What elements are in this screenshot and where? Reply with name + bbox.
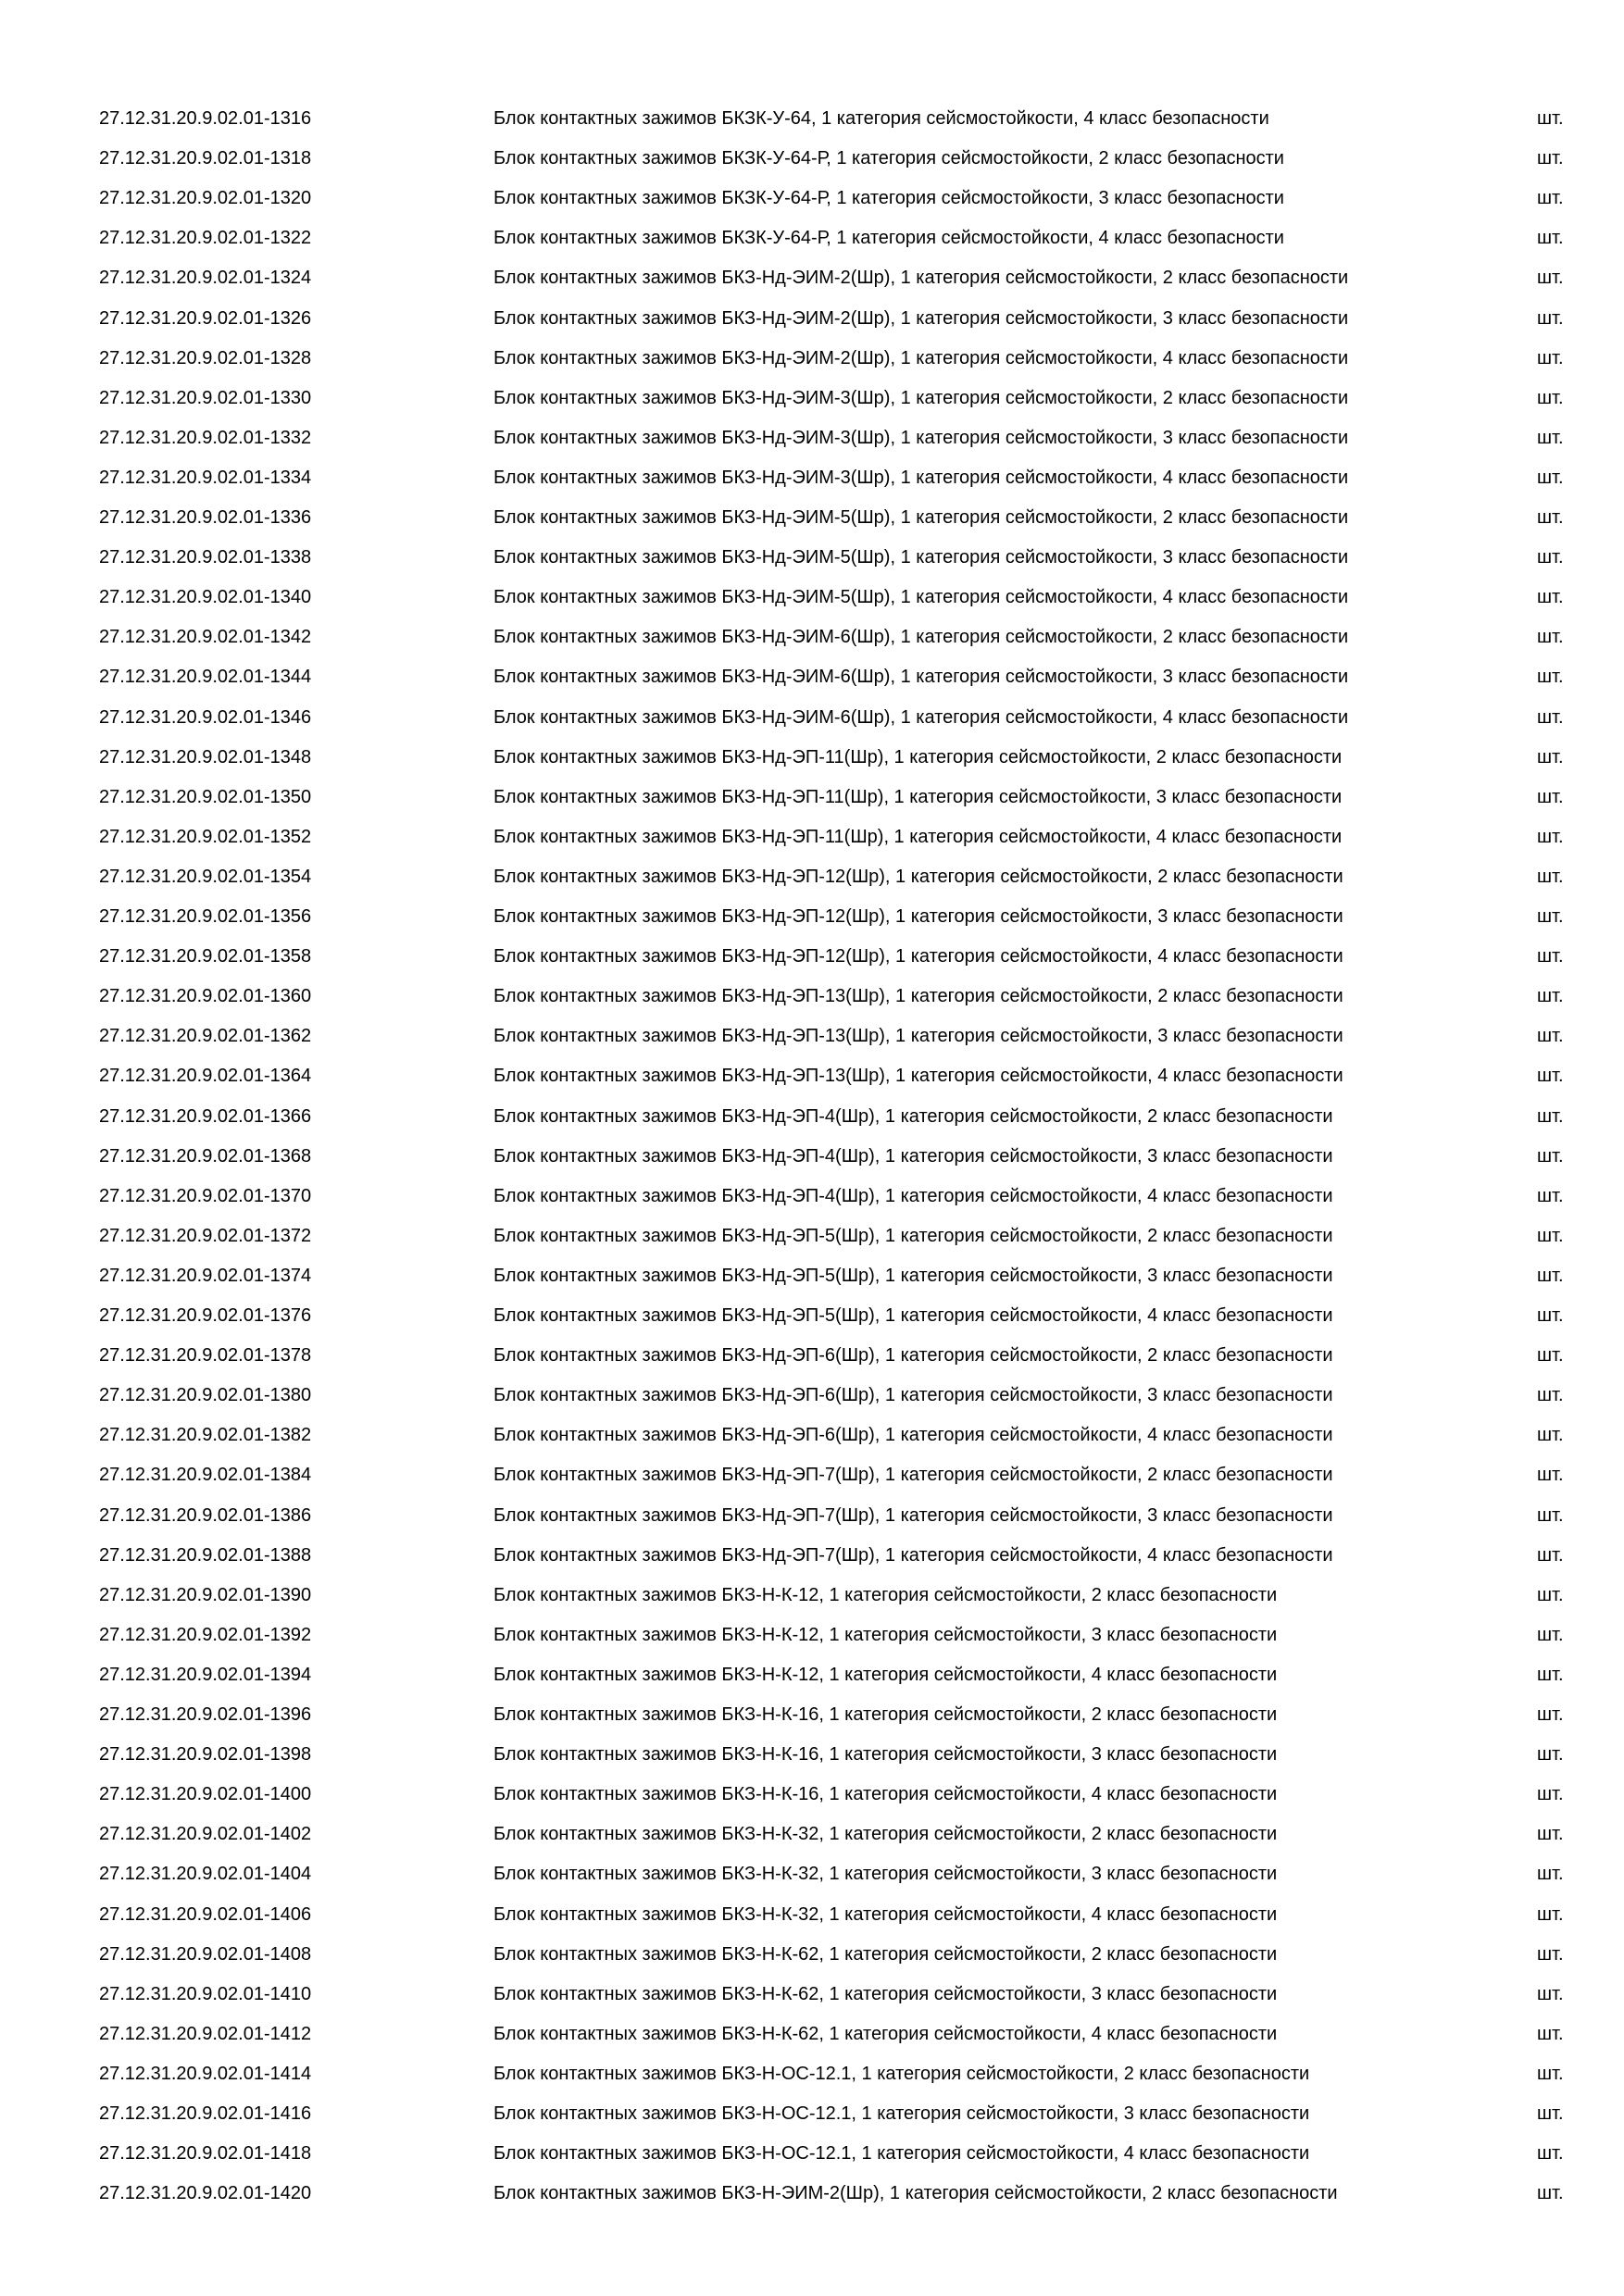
row-code: 27.12.31.20.9.02.01-1318	[99, 148, 312, 168]
row-unit: шт.	[1537, 1704, 1564, 1725]
row-code: 27.12.31.20.9.02.01-1398	[99, 1744, 312, 1765]
row-description: Блок контактных зажимов БКЗ-Нд-ЭИМ-2(Шр), 1 категория сейсмостойкости, 3 класс безопасности	[493, 308, 1349, 329]
row-unit: шт.	[1537, 2024, 1564, 2044]
row-unit: шт.	[1537, 1345, 1564, 1366]
row-description: Блок контактных зажимов БКЗ-Нд-ЭП-7(Шр), 1 категория сейсмостойкости, 2 класс безопасности	[493, 1465, 1333, 1485]
row-unit: шт.	[1537, 827, 1564, 847]
row-code: 27.12.31.20.9.02.01-1362	[99, 1026, 312, 1046]
row-unit: шт.	[1537, 1824, 1564, 1844]
row-description: Блок контактных зажимов БКЗ-Нд-ЭИМ-3(Шр), 1 категория сейсмостойкости, 3 класс безопасности	[493, 428, 1349, 448]
row-code: 27.12.31.20.9.02.01-1342	[99, 627, 312, 647]
table-row	[0, 618, 1624, 657]
row-description: Блок контактных зажимов БКЗ-Нд-ЭП-5(Шр), 1 категория сейсмостойкости, 3 класс безопасности	[493, 1266, 1333, 1286]
row-code: 27.12.31.20.9.02.01-1370	[99, 1186, 312, 1206]
table-row	[0, 218, 1624, 258]
row-description: Блок контактных зажимов БКЗ-Нд-ЭП-12(Шр), 1 категория сейсмостойкости, 4 класс безопасности	[493, 946, 1343, 967]
row-unit: шт.	[1537, 507, 1564, 528]
row-code: 27.12.31.20.9.02.01-1348	[99, 747, 312, 767]
row-description: Блок контактных зажимов БКЗ-Н-К-12, 1 категория сейсмостойкости, 2 класс безопасности	[493, 1585, 1278, 1605]
row-description: Блок контактных зажимов БКЗ-Н-К-32, 1 категория сейсмостойкости, 3 класс безопасности	[493, 1864, 1278, 1884]
row-code: 27.12.31.20.9.02.01-1418	[99, 2143, 312, 2164]
table-row	[0, 1536, 1624, 1576]
row-description: Блок контактных зажимов БКЗ-Н-К-32, 1 категория сейсмостойкости, 4 класс безопасности	[493, 1904, 1278, 1925]
row-description: Блок контактных зажимов БКЗ-Нд-ЭП-6(Шр), 1 категория сейсмостойкости, 2 класс безопасности	[493, 1345, 1333, 1366]
row-code: 27.12.31.20.9.02.01-1376	[99, 1305, 312, 1326]
row-code: 27.12.31.20.9.02.01-1420	[99, 2183, 312, 2203]
row-unit: шт.	[1537, 1186, 1564, 1206]
row-unit: шт.	[1537, 1425, 1564, 1445]
row-description: Блок контактных зажимов БКЗ-Нд-ЭИМ-2(Шр), 1 категория сейсмостойкости, 2 класс безопасности	[493, 268, 1349, 288]
table-row	[0, 1815, 1624, 1854]
table-row	[0, 139, 1624, 179]
row-code: 27.12.31.20.9.02.01-1328	[99, 348, 312, 368]
row-code: 27.12.31.20.9.02.01-1404	[99, 1864, 312, 1884]
row-code: 27.12.31.20.9.02.01-1330	[99, 388, 312, 408]
row-code: 27.12.31.20.9.02.01-1344	[99, 667, 312, 687]
row-description: Блок контактных зажимов БКЗК-У-64, 1 категория сейсмостойкости, 4 класс безопасности	[493, 108, 1269, 129]
table-row	[0, 2174, 1624, 2214]
row-code: 27.12.31.20.9.02.01-1378	[99, 1345, 312, 1366]
row-unit: шт.	[1537, 1505, 1564, 1526]
table-row	[0, 778, 1624, 817]
row-description: Блок контактных зажимов БКЗ-Нд-ЭИМ-3(Шр), 1 категория сейсмостойкости, 4 класс безопасности	[493, 468, 1349, 488]
row-code: 27.12.31.20.9.02.01-1382	[99, 1425, 312, 1445]
row-code: 27.12.31.20.9.02.01-1360	[99, 986, 312, 1006]
table-row	[0, 1296, 1624, 1336]
row-description: Блок контактных зажимов БКЗ-Н-К-12, 1 категория сейсмостойкости, 4 класс безопасности	[493, 1665, 1278, 1685]
row-description: Блок контактных зажимов БКЗ-Нд-ЭП-11(Шр), 1 категория сейсмостойкости, 4 класс безопасности	[493, 827, 1343, 847]
row-unit: шт.	[1537, 2143, 1564, 2164]
row-code: 27.12.31.20.9.02.01-1380	[99, 1385, 312, 1405]
row-code: 27.12.31.20.9.02.01-1356	[99, 906, 312, 927]
row-unit: шт.	[1537, 348, 1564, 368]
row-unit: шт.	[1537, 986, 1564, 1006]
row-description: Блок контактных зажимов БКЗ-Нд-ЭП-6(Шр), 1 категория сейсмостойкости, 3 класс безопасности	[493, 1385, 1333, 1405]
row-description: Блок контактных зажимов БКЗ-Нд-ЭИМ-3(Шр), 1 категория сейсмостойкости, 2 класс безопасности	[493, 388, 1349, 408]
row-code: 27.12.31.20.9.02.01-1390	[99, 1585, 312, 1605]
row-unit: шт.	[1537, 388, 1564, 408]
table-row	[0, 179, 1624, 218]
table-row	[0, 578, 1624, 618]
row-code: 27.12.31.20.9.02.01-1316	[99, 108, 312, 129]
row-description: Блок контактных зажимов БКЗ-Н-К-12, 1 категория сейсмостойкости, 3 класс безопасности	[493, 1625, 1278, 1645]
row-unit: шт.	[1537, 308, 1564, 329]
row-description: Блок контактных зажимов БКЗ-Нд-ЭП-7(Шр), 1 категория сейсмостойкости, 4 класс безопасности	[493, 1545, 1333, 1566]
row-description: Блок контактных зажимов БКЗ-Нд-ЭП-12(Шр), 1 категория сейсмостойкости, 2 класс безопасности	[493, 867, 1343, 887]
row-code: 27.12.31.20.9.02.01-1400	[99, 1784, 312, 1804]
table-row	[0, 379, 1624, 418]
row-code: 27.12.31.20.9.02.01-1350	[99, 787, 312, 807]
row-unit: шт.	[1537, 188, 1564, 208]
row-code: 27.12.31.20.9.02.01-1324	[99, 268, 312, 288]
row-description: Блок контактных зажимов БКЗ-Нд-ЭП-6(Шр), 1 категория сейсмостойкости, 4 класс безопасности	[493, 1425, 1333, 1445]
table-row	[0, 1056, 1624, 1096]
table-row	[0, 299, 1624, 339]
table-row	[0, 1376, 1624, 1416]
row-unit: шт.	[1537, 707, 1564, 728]
row-unit: шт.	[1537, 787, 1564, 807]
table-row	[0, 698, 1624, 738]
table-row	[0, 258, 1624, 298]
table-row	[0, 817, 1624, 857]
row-unit: шт.	[1537, 1465, 1564, 1485]
row-unit: шт.	[1537, 1784, 1564, 1804]
table-row	[0, 1576, 1624, 1616]
row-description: Блок контактных зажимов БКЗ-Нд-ЭИМ-5(Шр), 1 категория сейсмостойкости, 4 класс безопасности	[493, 587, 1349, 607]
row-description: Блок контактных зажимов БКЗ-Нд-ЭП-4(Шр), 1 категория сейсмостойкости, 2 класс безопасности	[493, 1106, 1333, 1127]
table-row	[0, 1017, 1624, 1056]
row-code: 27.12.31.20.9.02.01-1392	[99, 1625, 312, 1645]
table-row	[0, 1336, 1624, 1376]
row-description: Блок контактных зажимов БКЗ-Нд-ЭП-13(Шр), 1 категория сейсмостойкости, 2 класс безопасности	[493, 986, 1343, 1006]
table-row	[0, 538, 1624, 578]
row-description: Блок контактных зажимов БКЗ-Н-К-32, 1 категория сейсмостойкости, 2 класс безопасности	[493, 1824, 1278, 1844]
row-code: 27.12.31.20.9.02.01-1402	[99, 1824, 312, 1844]
table-row	[0, 738, 1624, 778]
table-row	[0, 1895, 1624, 1935]
row-code: 27.12.31.20.9.02.01-1364	[99, 1066, 312, 1086]
row-code: 27.12.31.20.9.02.01-1358	[99, 946, 312, 967]
table-row	[0, 1655, 1624, 1695]
row-description: Блок контактных зажимов БКЗ-Н-К-62, 1 категория сейсмостойкости, 4 класс безопасности	[493, 2024, 1278, 2044]
row-code: 27.12.31.20.9.02.01-1408	[99, 1944, 312, 1965]
row-unit: шт.	[1537, 1744, 1564, 1765]
row-description: Блок контактных зажимов БКЗ-Нд-ЭП-7(Шр), 1 категория сейсмостойкости, 3 класс безопасности	[493, 1505, 1333, 1526]
row-description: Блок контактных зажимов БКЗ-Н-К-16, 1 категория сейсмостойкости, 3 класс безопасности	[493, 1744, 1278, 1765]
row-code: 27.12.31.20.9.02.01-1334	[99, 468, 312, 488]
table-row	[0, 657, 1624, 697]
row-unit: шт.	[1537, 1984, 1564, 2004]
row-unit: шт.	[1537, 1266, 1564, 1286]
row-unit: шт.	[1537, 148, 1564, 168]
row-unit: шт.	[1537, 1026, 1564, 1046]
row-unit: шт.	[1537, 268, 1564, 288]
row-code: 27.12.31.20.9.02.01-1410	[99, 1984, 312, 2004]
table-row	[0, 1217, 1624, 1256]
row-unit: шт.	[1537, 1545, 1564, 1566]
table-row	[0, 857, 1624, 897]
row-code: 27.12.31.20.9.02.01-1384	[99, 1465, 312, 1485]
row-code: 27.12.31.20.9.02.01-1394	[99, 1665, 312, 1685]
row-unit: шт.	[1537, 747, 1564, 767]
row-description: Блок контактных зажимов БКЗ-Нд-ЭИМ-6(Шр), 1 категория сейсмостойкости, 3 класс безопасности	[493, 667, 1349, 687]
row-unit: шт.	[1537, 867, 1564, 887]
row-description: Блок контактных зажимов БКЗ-Нд-ЭП-11(Шр), 1 категория сейсмостойкости, 3 класс безопасности	[493, 787, 1343, 807]
row-unit: шт.	[1537, 1585, 1564, 1605]
row-code: 27.12.31.20.9.02.01-1386	[99, 1505, 312, 1526]
table-row	[0, 1416, 1624, 1455]
table-row	[0, 1097, 1624, 1137]
row-code: 27.12.31.20.9.02.01-1340	[99, 587, 312, 607]
row-description: Блок контактных зажимов БКЗ-Н-ОС-12.1, 1 категория сейсмостойкости, 3 класс безопасности	[493, 2103, 1310, 2124]
row-description: Блок контактных зажимов БКЗ-Нд-ЭИМ-2(Шр), 1 категория сейсмостойкости, 4 класс безопасности	[493, 348, 1349, 368]
row-description: Блок контактных зажимов БКЗ-Нд-ЭП-4(Шр), 1 категория сейсмостойкости, 4 класс безопасности	[493, 1186, 1333, 1206]
row-unit: шт.	[1537, 2103, 1564, 2124]
row-unit: шт.	[1537, 228, 1564, 248]
row-unit: шт.	[1537, 627, 1564, 647]
row-code: 27.12.31.20.9.02.01-1346	[99, 707, 312, 728]
row-unit: шт.	[1537, 1385, 1564, 1405]
row-code: 27.12.31.20.9.02.01-1368	[99, 1146, 312, 1167]
row-code: 27.12.31.20.9.02.01-1322	[99, 228, 312, 248]
row-description: Блок контактных зажимов БКЗ-Нд-ЭП-5(Шр), 1 категория сейсмостойкости, 4 класс безопасности	[493, 1305, 1333, 1326]
table-row	[0, 937, 1624, 977]
row-description: Блок контактных зажимов БКЗ-Н-К-62, 1 категория сейсмостойкости, 2 класс безопасности	[493, 1944, 1278, 1965]
row-code: 27.12.31.20.9.02.01-1326	[99, 308, 312, 329]
row-unit: шт.	[1537, 1146, 1564, 1167]
table-row	[0, 498, 1624, 538]
table-row	[0, 458, 1624, 498]
table-row	[0, 1854, 1624, 1894]
row-description: Блок контактных зажимов БКЗ-Нд-ЭП-13(Шр), 1 категория сейсмостойкости, 3 класс безопасности	[493, 1026, 1343, 1046]
row-unit: шт.	[1537, 1066, 1564, 1086]
row-description: Блок контактных зажимов БКЗК-У-64-Р, 1 категория сейсмостойкости, 3 класс безопасности	[493, 188, 1284, 208]
row-code: 27.12.31.20.9.02.01-1412	[99, 2024, 312, 2044]
table-row	[0, 1775, 1624, 1815]
row-code: 27.12.31.20.9.02.01-1332	[99, 428, 312, 448]
row-unit: шт.	[1537, 587, 1564, 607]
row-description: Блок контактных зажимов БКЗ-Н-ОС-12.1, 1 категория сейсмостойкости, 2 класс безопасности	[493, 2064, 1310, 2084]
table-row	[0, 1735, 1624, 1775]
row-description: Блок контактных зажимов БКЗ-Нд-ЭП-13(Шр), 1 категория сейсмостойкости, 4 класс безопасности	[493, 1066, 1343, 1086]
row-unit: шт.	[1537, 946, 1564, 967]
table-row	[0, 99, 1624, 139]
row-description: Блок контактных зажимов БКЗ-Нд-ЭП-5(Шр), 1 категория сейсмостойкости, 2 класс безопасности	[493, 1226, 1333, 1246]
row-code: 27.12.31.20.9.02.01-1354	[99, 867, 312, 887]
row-description: Блок контактных зажимов БКЗ-Нд-ЭП-12(Шр), 1 категория сейсмостойкости, 3 класс безопасности	[493, 906, 1343, 927]
row-code: 27.12.31.20.9.02.01-1416	[99, 2103, 312, 2124]
row-code: 27.12.31.20.9.02.01-1388	[99, 1545, 312, 1566]
table-row	[0, 2015, 1624, 2054]
row-code: 27.12.31.20.9.02.01-1320	[99, 188, 312, 208]
row-description: Блок контактных зажимов БКЗ-Н-ЭИМ-2(Шр), 1 категория сейсмостойкости, 2 класс безопасности	[493, 2183, 1338, 2203]
table-row	[0, 2054, 1624, 2094]
row-unit: шт.	[1537, 1625, 1564, 1645]
row-code: 27.12.31.20.9.02.01-1396	[99, 1704, 312, 1725]
row-unit: шт.	[1537, 547, 1564, 568]
row-unit: шт.	[1537, 1665, 1564, 1685]
row-unit: шт.	[1537, 1106, 1564, 1127]
table-row	[0, 1695, 1624, 1735]
row-code: 27.12.31.20.9.02.01-1352	[99, 827, 312, 847]
table-row	[0, 1496, 1624, 1536]
row-code: 27.12.31.20.9.02.01-1406	[99, 1904, 312, 1925]
table-row	[0, 339, 1624, 379]
row-unit: шт.	[1537, 1864, 1564, 1884]
row-unit: шт.	[1537, 667, 1564, 687]
row-description: Блок контактных зажимов БКЗ-Нд-ЭИМ-5(Шр), 1 категория сейсмостойкости, 2 класс безопасности	[493, 507, 1349, 528]
table-row	[0, 1256, 1624, 1296]
row-description: Блок контактных зажимов БКЗ-Н-К-16, 1 категория сейсмостойкости, 4 класс безопасности	[493, 1784, 1278, 1804]
row-unit: шт.	[1537, 2183, 1564, 2203]
row-unit: шт.	[1537, 2064, 1564, 2084]
row-unit: шт.	[1537, 906, 1564, 927]
row-unit: шт.	[1537, 1226, 1564, 1246]
row-code: 27.12.31.20.9.02.01-1372	[99, 1226, 312, 1246]
table-row	[0, 418, 1624, 458]
table-row	[0, 977, 1624, 1017]
table-row	[0, 897, 1624, 937]
row-code: 27.12.31.20.9.02.01-1414	[99, 2064, 312, 2084]
row-code: 27.12.31.20.9.02.01-1336	[99, 507, 312, 528]
table-row	[0, 1177, 1624, 1217]
row-description: Блок контактных зажимов БКЗ-Нд-ЭИМ-6(Шр), 1 категория сейсмостойкости, 2 класс безопасности	[493, 627, 1349, 647]
table-row	[0, 1935, 1624, 1975]
row-code: 27.12.31.20.9.02.01-1366	[99, 1106, 312, 1127]
table-row	[0, 1616, 1624, 1655]
row-unit: шт.	[1537, 1944, 1564, 1965]
row-code: 27.12.31.20.9.02.01-1338	[99, 547, 312, 568]
row-unit: шт.	[1537, 1305, 1564, 1326]
row-description: Блок контактных зажимов БКЗ-Н-К-16, 1 категория сейсмостойкости, 2 класс безопасности	[493, 1704, 1278, 1725]
row-description: Блок контактных зажимов БКЗК-У-64-Р, 1 категория сейсмостойкости, 2 класс безопасности	[493, 148, 1284, 168]
row-unit: шт.	[1537, 1904, 1564, 1925]
row-description: Блок контактных зажимов БКЗ-Нд-ЭИМ-5(Шр), 1 категория сейсмостойкости, 3 класс безопасности	[493, 547, 1349, 568]
table-row	[0, 1137, 1624, 1177]
row-description: Блок контактных зажимов БКЗК-У-64-Р, 1 категория сейсмостойкости, 4 класс безопасности	[493, 228, 1284, 248]
row-unit: шт.	[1537, 428, 1564, 448]
row-description: Блок контактных зажимов БКЗ-Нд-ЭП-4(Шр), 1 категория сейсмостойкости, 3 класс безопасности	[493, 1146, 1333, 1167]
table-row	[0, 2094, 1624, 2134]
row-description: Блок контактных зажимов БКЗ-Н-К-62, 1 категория сейсмостойкости, 3 класс безопасности	[493, 1984, 1278, 2004]
row-description: Блок контактных зажимов БКЗ-Нд-ЭИМ-6(Шр), 1 категория сейсмостойкости, 4 класс безопасности	[493, 707, 1349, 728]
table-row	[0, 2134, 1624, 2174]
row-description: Блок контактных зажимов БКЗ-Нд-ЭП-11(Шр), 1 категория сейсмостойкости, 2 класс безопасности	[493, 747, 1343, 767]
row-code: 27.12.31.20.9.02.01-1374	[99, 1266, 312, 1286]
table-row	[0, 1975, 1624, 2015]
row-unit: шт.	[1537, 468, 1564, 488]
table-row	[0, 1455, 1624, 1495]
row-description: Блок контактных зажимов БКЗ-Н-ОС-12.1, 1 категория сейсмостойкости, 4 класс безопасности	[493, 2143, 1310, 2164]
row-unit: шт.	[1537, 108, 1564, 129]
